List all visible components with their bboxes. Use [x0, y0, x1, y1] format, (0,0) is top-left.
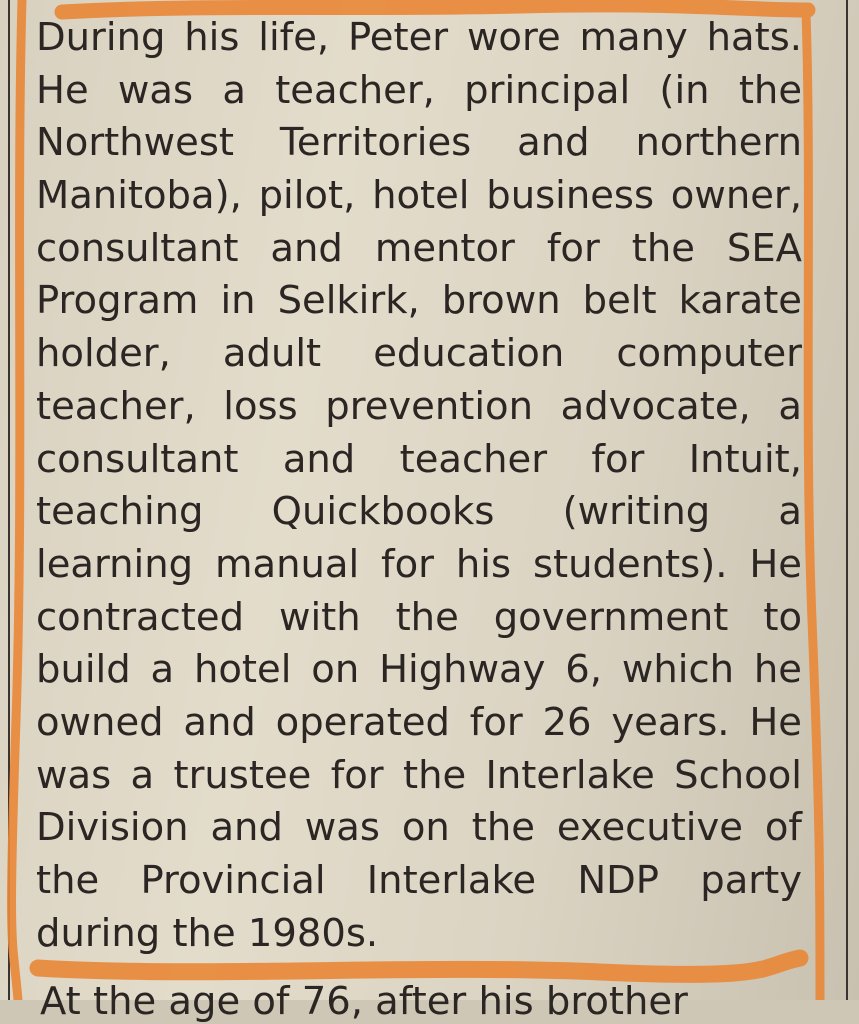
- highlight-top-stroke: [62, 5, 808, 12]
- text-line: consultant and mentor for the SEA: [36, 225, 802, 271]
- next-paragraph-partial: At the age of 76, after his brother: [40, 979, 688, 1024]
- text-line: the Provincial Interlake NDP party: [36, 858, 802, 903]
- text-line: owned and operated for 26 years. He: [36, 699, 802, 745]
- text-line: Program in Selkirk, brown belt karate: [36, 278, 802, 324]
- text-line: build a hotel on Highway 6, which he: [36, 647, 802, 693]
- text-line: holder, adult education computer: [36, 331, 802, 377]
- text-line: He was a teacher, principal (in the: [36, 67, 802, 113]
- text-line: was a trustee for the Interlake School: [36, 752, 802, 798]
- highlight-right-stroke: [806, 12, 820, 1000]
- highlight-bottom-stroke: [38, 958, 800, 974]
- highlight-left-stroke: [12, 0, 22, 1000]
- text-line: during the 1980s.: [36, 910, 379, 956]
- text-line: consultant and teacher for Intuit,: [36, 436, 802, 482]
- text-line: teacher, loss prevention advocate, a: [36, 383, 802, 429]
- text-line: teaching Quickbooks (writing a: [36, 489, 802, 535]
- text-line: Northwest Territories and northern: [36, 120, 802, 166]
- text-line: During his life, Peter wore many hats.: [36, 15, 802, 60]
- text-line: Division and was on the executive of: [36, 805, 802, 851]
- obituary-paragraph: [36, 12, 802, 960]
- text-line: contracted with the government to: [36, 594, 802, 640]
- text-line: Manitoba), pilot, hotel business owner,: [36, 173, 802, 219]
- text-line: learning manual for his students). He: [36, 541, 802, 587]
